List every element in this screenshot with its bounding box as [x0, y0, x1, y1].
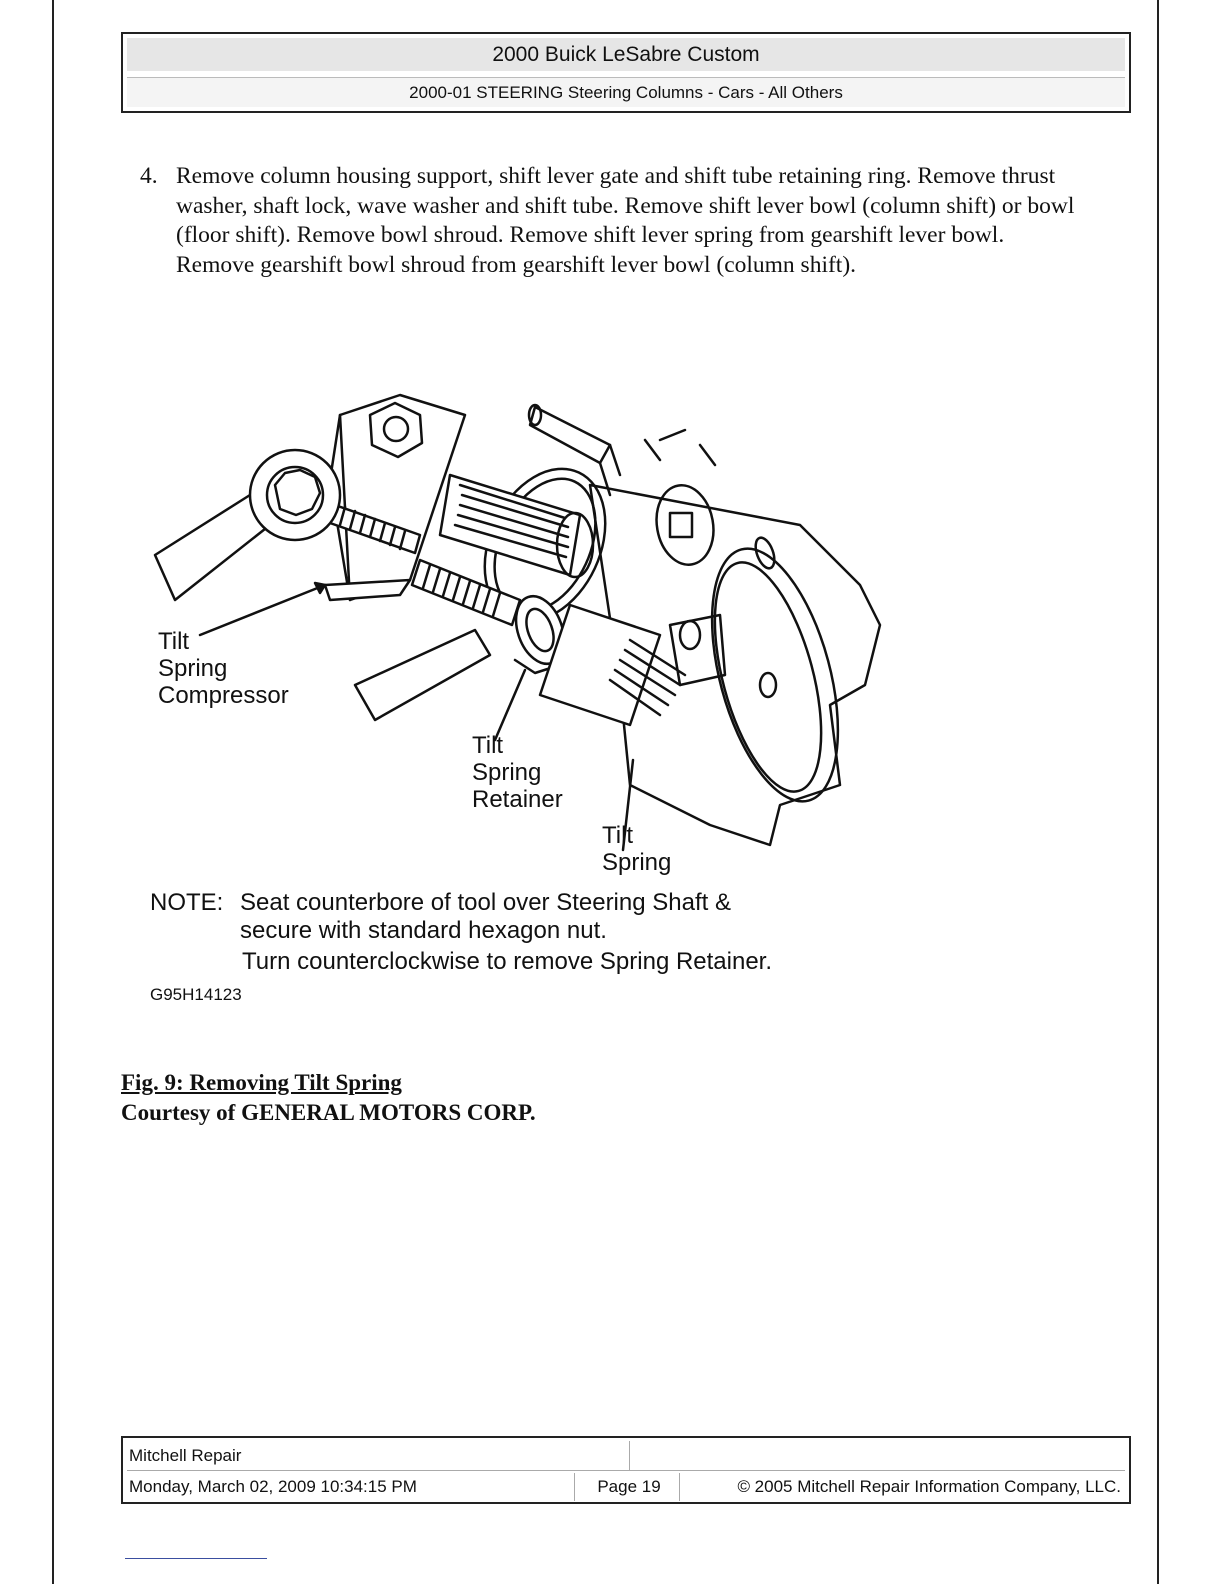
- document-footer: [121, 1436, 1131, 1504]
- note-line: Seat counterbore of tool over Steering Shaft &: [240, 889, 731, 916]
- figure-caption: [121, 1068, 536, 1128]
- document-header: [121, 32, 1131, 113]
- page-border-left: [52, 0, 54, 1584]
- footer-brand: Mitchell Repair: [127, 1441, 630, 1470]
- figure-courtesy: Courtesy of GENERAL MOTORS CORP.: [121, 1100, 536, 1125]
- label-tilt-spring: Tilt Spring: [602, 822, 672, 876]
- footer-row: [127, 1473, 1125, 1501]
- figure-caption-title[interactable]: Fig. 9: Removing Tilt Spring: [121, 1070, 402, 1095]
- label-tilt-spring-retainer: Tilt Spring Retainer: [472, 732, 563, 813]
- procedure-step: [140, 162, 1080, 280]
- figure-code: G95H14123: [150, 985, 242, 1004]
- footer-copyright: © 2005 Mitchell Repair Information Company, LLC.: [737, 1477, 1121, 1496]
- step-text: Remove column housing support, shift lever gate and shift tube retaining ring. Remove thrust washer, shaft lock, wave washer and shift tube. Remove shift lever bowl (column shift) or bowl (floor shift). Remove bowl shroud. Remove shift lever spring from gearshift lever bowl. Remove gearshift bowl shroud from gearshift lever bowl (column shift).: [176, 163, 1075, 278]
- footer-page-number: Page 19: [579, 1473, 680, 1501]
- footer-row: [127, 1441, 1125, 1471]
- footnote-rule: [125, 1558, 267, 1559]
- section-subtitle: 2000-01 STEERING Steering Columns - Cars - All Others: [127, 77, 1125, 107]
- note-line: Turn counterclockwise to remove Spring Retainer.: [242, 948, 773, 975]
- label-tilt-spring-compressor: Tilt Spring Compressor: [158, 628, 289, 709]
- page-border-right: [1157, 0, 1159, 1584]
- step-number: 4.: [140, 163, 158, 189]
- footer-date: Monday, March 02, 2009 10:34:15 PM: [129, 1473, 575, 1501]
- tilt-spring-figure: [140, 385, 900, 1015]
- vehicle-title: 2000 Buick LeSabre Custom: [127, 38, 1125, 71]
- note-line: secure with standard hexagon nut.: [240, 917, 607, 944]
- note-prefix: NOTE:: [150, 889, 224, 916]
